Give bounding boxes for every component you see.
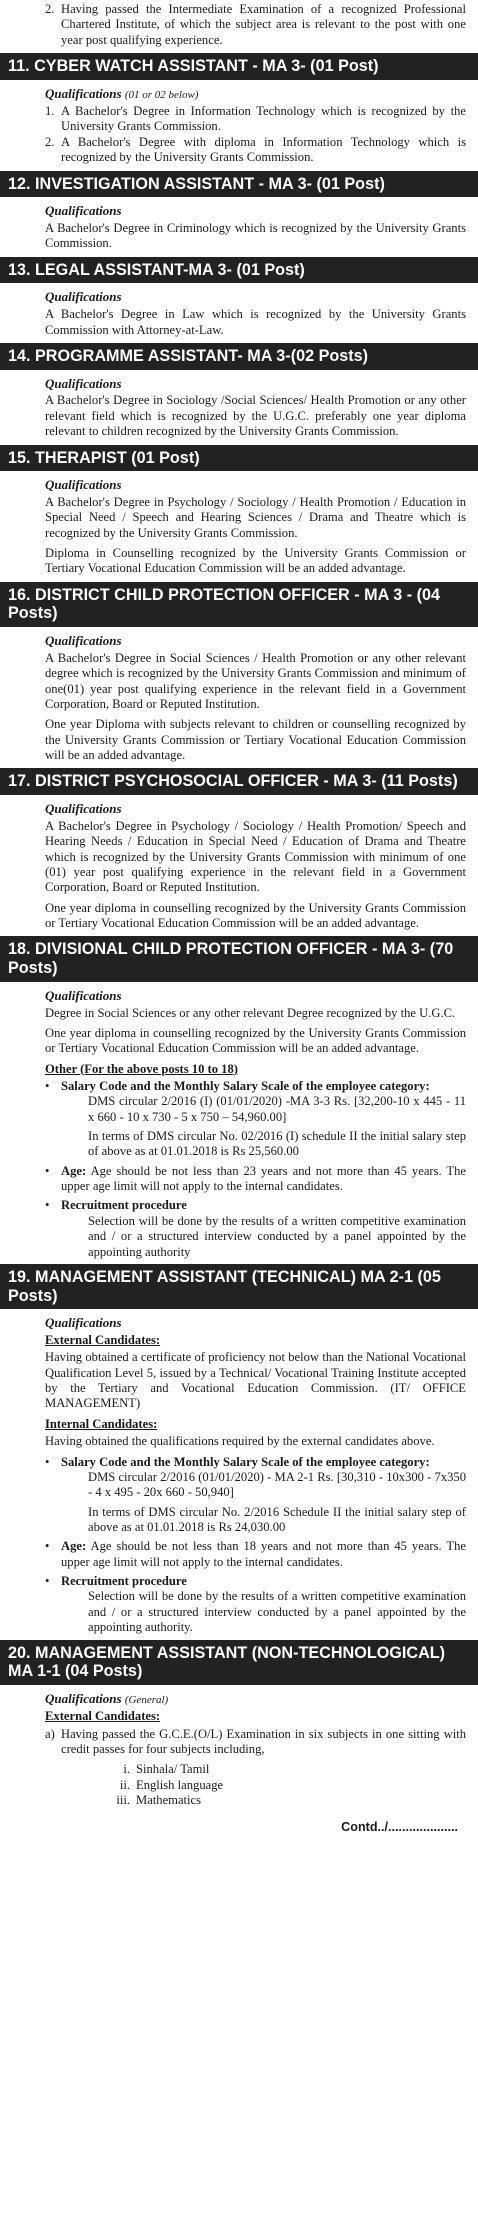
bullet-list xyxy=(45,1455,466,1636)
list-item: iii. Mathematics xyxy=(116,1792,202,1807)
qualifications-heading: Qualifications xyxy=(45,1315,122,1331)
paragraph: Degree in Social Sciences or any other relevant Degree recognized by the U.G.C. xyxy=(45,1005,456,1020)
top-list xyxy=(45,2,466,48)
list-item: 1. A Bachelor's Degree in Information Technology which is recognized by the University Grants Commission. xyxy=(45,104,466,134)
section-heading: 20. MANAGEMENT ASSISTANT (NON-TECHNOLOGICAL) MA 1-1 (04 Posts) xyxy=(0,1640,478,1685)
bullet-icon: • xyxy=(45,1198,50,1213)
qualification-list xyxy=(45,104,466,165)
qualifications-heading: Qualifications (General) xyxy=(45,1690,169,1706)
bullet-item: • Salary Code and the Monthly Salary Scale of the employee category: xyxy=(45,1454,430,1469)
external-candidates-heading: External Candidates: xyxy=(45,1709,161,1724)
other-heading: Other (For the above posts 10 to 18) xyxy=(45,1061,238,1076)
paragraph: Diploma in Counselling recognized by the University Grants Commission or Tertiary Vocational Education Commission will be an added advantage. xyxy=(45,546,466,576)
section-heading: 14. PROGRAMME ASSISTANT- MA 3-(02 Posts) xyxy=(0,343,478,370)
paragraph: A Bachelor's Degree in Psychology / Sociology / Health Promotion/ Speech and Hearing Needs / Education in Special Need / Education of Drama and Theatre which is recognized by the University Grants Commission with minimum of one (01) year post qualifying experience in the relevant field in a Government Corporation, Board or Reputed Institution. xyxy=(45,818,466,895)
paragraph: A Bachelor's Degree in Social Sciences / Health Promotion or any other relevant degree which is recognized by the University Grants Commission and minimum of one(01) year post qualifying experience in the relevant field in a Government Corporation, Board or Reputed Institution. xyxy=(45,650,466,711)
paragraph: In terms of DMS circular No. 02/2016 (I) schedule II the initial salary step of above as at 01.01.2018 is Rs 25,560.00 xyxy=(88,1129,466,1159)
section-heading: 16. DISTRICT CHILD PROTECTION OFFICER - MA 3 - (04 Posts) xyxy=(0,582,478,627)
bullet-icon: • xyxy=(45,1539,50,1554)
bullet-icon: • xyxy=(45,1163,50,1178)
paragraph: A Bachelor's Degree in Law which is recognized by the University Grants Commission with Attorney-at-Law. xyxy=(45,307,466,337)
paragraph: A Bachelor's Degree in Psychology / Sociology / Health Promotion / Education in Special Need / Speech and Hearing Sciences / Drama and Theatre which is recognized by the University Grants Commission. xyxy=(45,495,466,540)
qualifications-heading: Qualifications xyxy=(45,633,122,649)
bullet-icon: • xyxy=(45,1574,50,1589)
paragraph: One year diploma in counselling recognized by the University Grants Commission or Tertiary Vocational Education Commission will be an added advantage. xyxy=(45,900,466,931)
section-heading: 13. LEGAL ASSISTANT-MA 3- (01 Post) xyxy=(0,257,478,284)
bullet-item: • Age: Age should be not less than 18 years and not more than 45 years. The upper age limit will not apply to the internal candidates. xyxy=(45,1539,466,1569)
qualifications-heading: Qualifications xyxy=(45,289,122,305)
subject-list xyxy=(108,1762,466,1808)
list-item: 2. A Bachelor's Degree with diploma in Information Technology which is recognized by the University Grants Commission. xyxy=(45,134,466,165)
bullet-icon: • xyxy=(45,1454,50,1469)
external-candidates-heading: External Candidates: xyxy=(45,1333,161,1348)
list-item: i. Sinhala/ Tamil xyxy=(123,1762,210,1777)
section-heading: 19. MANAGEMENT ASSISTANT (TECHNICAL) MA 2-1 (05 Posts) xyxy=(0,1264,478,1309)
bullet-item: • Recruitment procedure xyxy=(45,1198,187,1213)
list-item: a) Having passed the G.C.E.(O/L) Examination in six subjects in one sitting with credit passes for four subjects including, xyxy=(45,1726,466,1756)
section-heading: 15. THERAPIST (01 Post) xyxy=(0,445,478,472)
qualification-list xyxy=(45,1727,466,1758)
section-heading: 11. CYBER WATCH ASSISTANT - MA 3- (01 Post) xyxy=(0,53,478,80)
list-item: ii. English language xyxy=(119,1777,224,1792)
bullet-item: • Age: Age should be not less than 23 years and not more than 45 years. The upper age limit will not apply to the internal candidates. xyxy=(45,1163,466,1194)
paragraph: One year diploma in counselling recognized by the University Grants Commission or Tertiary Vocational Education Commission will be an added advantage. xyxy=(45,1025,466,1056)
paragraph: A Bachelor's Degree in Sociology /Social Sciences/ Health Promotion or any other relevant field which is recognized by the U.G.C. preferably one year diploma relevant to children recognized by the University Grants Commission. xyxy=(45,393,466,439)
paragraph: Selection will be done by the results of a written competitive examination and / or a structured interview conducted by a panel appointed by the appointing authority xyxy=(88,1213,466,1259)
paragraph: Having obtained the qualifications required by the external candidates above. xyxy=(45,1434,435,1449)
qualifications-heading: Qualifications xyxy=(45,987,122,1003)
bullet-item: • Salary Code and the Monthly Salary Scale of the employee category: xyxy=(45,1078,430,1093)
section-heading: 12. INVESTIGATION ASSISTANT - MA 3- (01 Post) xyxy=(0,171,478,198)
paragraph: DMS circular 2/2016 (I) (01/01/2020) -MA 3-3 Rs. [32,200-10 x 445 - 11 x 660 - 10 x 730 - 5 x 750 – 54,960.00] xyxy=(88,1094,466,1124)
paragraph: In terms of DMS circular No. 2/2016 Schedule II the initial salary step of above as at 01.01.2018 is Rs 24,030.00 xyxy=(88,1504,466,1534)
bullet-icon: • xyxy=(45,1078,50,1093)
qualifications-heading: Qualifications xyxy=(45,801,122,817)
internal-candidates-heading: Internal Candidates: xyxy=(45,1416,158,1431)
paragraph: DMS circular 2/2016 (01/01/2020) - MA 2-1 Rs. [30,310 - 10x300 - 7x350 - 4 x 495 - 20x 660 - 50,940] xyxy=(88,1469,466,1500)
list-item: 2. Having passed the Intermediate Examination of a recognized Professional Chartered Institute, of which the subject area is relevant to the post with one year post qualifying experience. xyxy=(45,2,466,47)
qualifications-heading: Qualifications xyxy=(45,477,122,493)
bullet-list xyxy=(45,1079,466,1260)
qualifications-heading: Qualifications (01 or 02 below) xyxy=(45,85,199,101)
section-heading: 17. DISTRICT PSYCHOSOCIAL OFFICER - MA 3- (11 Posts) xyxy=(0,768,478,795)
paragraph: A Bachelor's Degree in Criminology which is recognized by the University Grants Commission. xyxy=(45,221,466,251)
paragraph: One year Diploma with subjects relevant to children or counselling recognized by the University Grants Commission or Tertiary Vocational Education Commission will be an added advantage. xyxy=(45,717,466,763)
qualifications-heading: Qualifications xyxy=(45,203,122,219)
qualifications-heading: Qualifications xyxy=(45,375,122,391)
continued-note: Contd../.................... xyxy=(341,1820,458,1835)
section-heading: 18. DIVISIONAL CHILD PROTECTION OFFICER - MA 3- (70 Posts) xyxy=(0,936,478,981)
paragraph: Having obtained a certificate of proficiency not below than the National Vocational Qualification Level 5, issued by a Technical/ Vocational Training Institute accepted by the Tertiary and Vocational Education Commission. (IT/ OFFICE MANAGEMENT) xyxy=(45,1350,466,1411)
paragraph: Selection will be done by the results of a written competitive examination and / or a structured interview conducted by a panel appointed by the appointing authority. xyxy=(88,1589,466,1635)
bullet-item: • Recruitment procedure xyxy=(45,1574,187,1589)
